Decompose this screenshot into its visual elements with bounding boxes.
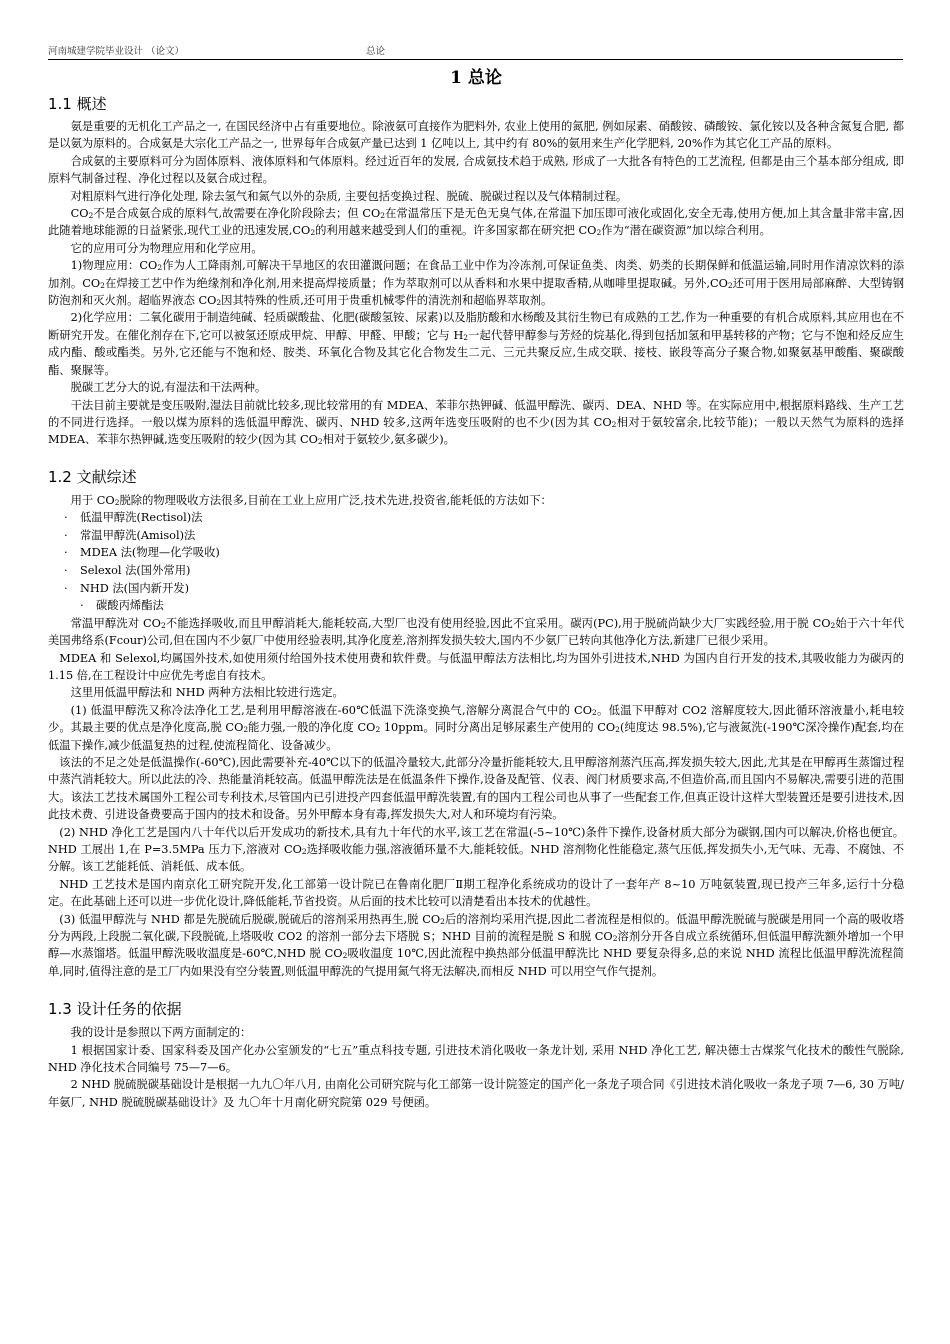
paragraph: MDEA 和 Selexol,均属国外技术,如使用须付给国外技术使用费和软件费。与低温甲醇法方法相比,均为国外引进技术,NHD 为国内自行开发的技术,其吸收能力为碳丙的 1.15 倍,在工程设计中应优先考虑自有技术。 [48,651,904,682]
paragraph: 2 NHD 脱硫脱碳基础设计是根据一九九〇年八月, 由南化公司研究院与化工部第一设计院签定的国产化一条龙子项合同《引进技术消化吸收一条龙子项 7—6, 30 万吨/年氨厂, NHD 脱硫脱碳基础设计》及 九〇年十月南化研究院第 029 号便函。 [48,1078,904,1109]
header-school: 河南城建学院毕业设计 （论文） [48,46,185,57]
paragraph: 脱碳工艺分大的说,有湿法和干法两种。 [70,381,267,395]
paragraph: 对粗原料气进行净化处理, 除去氢气和氮气以外的杂质, 主要包括变换过程、脱硫、脱碳过程以及气体精制过程。 [70,189,628,203]
page-header [48,46,903,60]
chapter-title: 1 总论 [450,68,502,88]
paragraph: (2) NHD 净化工艺是国内八十年代以后开发成功的新技术,具有九十年代的水平,该工艺在常温(-5~10℃)条件下操作,设备材质大部分为碳钢,国内可以解决,价格也便宜。NHD 工展出 1,在 P=3.5MPa 压力下,溶液对 $CO_2$选择吸收能力强,溶液循环量不大,能耗较低。NHD 溶剂物化性能稳定,蒸气压低,挥发损失小,无气味、无毒、不腐蚀、不分解。该工艺能耗低、消耗低、成本低。 [48,825,904,874]
list-item: · 常温甲醇洗(Amisol)法 [64,528,196,542]
paragraph: 我的设计是参照以下两方面制定的： [70,1026,252,1040]
list-item: · NHD 法(国内新开发) [64,581,189,595]
paragraph: $CO_2$不是合成氨合成的原料气,故需要在净化阶段除去；但 $CO_2$在常温常压下是无色无臭气体,在常温下加压即可液化或固化,安全无毒,使用方便,加上其含量非常丰富,因此随着地球能源的日益紧张,现代工业的迅速发展$,CO_2$的利用越来越受到人们的重视。许多国家都在研究把 $CO_2$作为“潜在碳资源”加以综合利用。 [48,207,904,238]
list-item: · MDEA 法(物理—化学吸收) [64,546,220,560]
paragraph: 它的应用可分为物理应用和化学应用。 [70,241,263,255]
paragraph: 1)物理应用：$CO_2$作为人工降雨剂,可解决干旱地区的农田灌溉问题；在食品工业中作为冷冻剂,可保证鱼类、肉类、奶类的长期保鲜和低温运输,同时用作清凉饮料的添加剂。$CO_2$在焊接工艺中作为绝缘剂和净化剂,用来提高焊接质量；作为萃取剂可以从香料和水果中提取香精,从咖啡里提取碱。另外$,CO_2$还可用于医用局部麻醉、大型铸钢防泡剂和灭火剂。超临界液态 $CO_2$因其特殊的性质,还可用于贵重机械零件的清洗剂和超临界萃取剂。 [48,259,904,308]
paragraph: 该法的不足之处是低温操作(-60℃),因此需要补充-40℃以下的低温冷量较大,此部分冷量折能耗较大,且甲醇溶剂蒸汽压高,挥发损失较大,因此,尤其是在甲醇再生蒸馏过程中蒸汽消耗较大。所以此法的冷、热能量消耗较高。低温甲醇洗法是在低温条件下操作,设备及配管、仪表、阀门材质要求高,不但造价高,而且国内不易解决,需要引进的范围大。该法工艺技术属国外工程公司专利技术,尽管国内已引进投产四套低温甲醇洗装置,有的国内工程公司也从事了一些配套工作,但真正设计这样大型装置还是要引进技术,因此技术费、引进设备费要高于国内的技术和设备。另外甲醇本身有毒,挥发损失大,对人和环境均有污染。 [48,755,904,822]
section-1-2-title: 1.2 文献综述 [48,467,137,486]
list-item: · 低温甲醇洗(Rectisol)法 [64,511,203,525]
paragraph: (3) 低温甲醇洗与 NHD 都是先脱硫后脱碳,脱硫后的溶剂采用热再生,脱 $CO_2$后的溶剂均采用汽提,因此二者流程是相似的。低温甲醇洗脱硫与脱碳是用同一个高的吸收塔分为两段,上段脱二氧化碳,下段脱硫,上塔吸收 CO2 的溶剂一部分去下塔脱 S；NHD 目前的流程是脱 S 和脱 $CO_2$溶剂分开各自成立系统循环,但低温甲醇洗额外增加一个甲醇—水蒸馏塔。低温甲醇洗吸收温度是-60℃,NHD 脱 $CO_2$吸收温度 10℃,因此流程中换热部分低温甲醇洗比 NHD 要复杂得多,总的来说 NHD 流程比低温甲醇洗流程简单,同时,值得注意的是工厂内如果没有空分装置,则低温甲醇洗的气提用氮气将无法解决,而相反 NHD 可以用空气作气提剂。 [48,912,905,978]
header-chapter: 总论 [366,46,386,57]
paragraph: 2)化学应用：二氧化碳用于制造纯碱、轻质碳酸盐、化肥(碳酸氢铵、尿素)以及脂肪酸和水杨酸及其衍生物已有成熟的工艺,作为一种重要的有机合成原料,其应用也在不断研究开发。在催化剂存在下,它可以被氢还原成甲烷、甲醇、甲醛、甲酸；它与 $H_2$一起代替甲醇参与芳烃的烷基化,得到包括加氢和甲基转移的产物；它与不饱和烃反应生成内酯、酸或酯类。另外,它还能与不饱和烃、胺类、环氧化合物及其它化合物发生二元、三元共聚反应,生成交联、接枝、嵌段等高分子聚合物,如聚氨基甲酸酯、聚碳酸酯、聚脲等。 [48,311,904,377]
paragraph: 干法目前主要就是变压吸附,湿法目前就比较多,现比较常用的有 MDEA、苯菲尔热钾碱、低温甲醇洗、碳丙、DEA、NHD 等。在实际应用中,根据原料路线、生产工艺的不同进行选择。一般以煤为原料的选低温甲醇洗、碳丙、NHD 较多,这两年选变压吸附的也不少(因为其 $CO_2$相对于氨较富余,比较节能)；一般以天然气为原料的选择 MDEA、苯菲尔热钾碱,选变压吸附的较少(因为其 $CO_2$相对于氨较少,氨多碳少)。 [48,398,904,447]
paragraph: NHD 工艺技术是国内南京化工研究院开发,化工部第一设计院已在鲁南化肥厂Ⅱ期工程净化系统成功的设计了一套年产 8~10 万吨氨装置,现已投产三年多,运行十分稳定。在此基础上还可以进一步优化设计,降低能耗,节省投资。从后面的技术比较可以清楚看出本技术的优越性。 [48,877,904,909]
section-1-1-title: 1.1 概述 [48,95,107,113]
list-item: · 碳酸丙烯酯法 [80,599,164,613]
paragraph: 氨是重要的无机化工产品之一, 在国民经济中占有重要地位。除液氨可直接作为肥料外, 农业上使用的氮肥, 例如尿素、硝酸铵、磷酸铵、氯化铵以及各种含氮复合肥, 都是以氨为原料的。合成氨是大宗化工产品之一, 世界每年合成氨产量已达到 1 亿吨以上, 其中约有 80%的氨用来生产化学肥料, 20%作为其它化工产品的原料。 [48,120,904,151]
paragraph: 这里用低温甲醇法和 NHD 两种方法相比较进行选定。 [70,686,344,700]
section-1-3-title: 1.3 设计任务的依据 [48,1000,182,1019]
paragraph: 1 根据国家计委、国家科委及国产化办公室颁发的“七五”重点科技专题, 引进技术消化吸收一条龙计划, 采用 NHD 净化工艺, 解决德士古煤浆气化技术的酸性气脱除, NHD 净化技术合同编号 75—7—6。 [48,1043,904,1075]
paragraph: 常温甲醇洗对 $CO_2$不能选择吸收,而且甲醇消耗大,能耗较高,大型厂也没有使用经验,因此不宜采用。碳丙(PC),用于脱硫尚缺少大厂实践经验,用于脱 $CO_2$始于六十年代美国弗络系(Fcour)公司,但在国内不少氨厂中使用经验表明,其净化度差,溶剂挥发损失较大,国内不少氨厂已转向其他净化方法,新建厂已很少采用。 [48,616,904,648]
method-list [48,509,904,615]
document-body [48,66,904,1111]
list-item: · Selexol 法(国外常用) [64,563,191,577]
paragraph: 合成氨的主要原料可分为固体原料、液体原料和气体原料。经过近百年的发展, 合成氨技术趋于成熟, 形成了一大批各有特色的工艺流程, 但都是由三个基本部分组成, 即原料气制备过程、净化过程以及氨合成过程。 [48,154,904,186]
paragraph: 用于 $CO_2$脱除的物理吸收方法很多,目前在工业上应用广泛,技术先进,投资省,能耗低的方法如下： [70,493,552,507]
paragraph: (1) 低温甲醇洗又称冷法净化工艺,是利用甲醇溶液在-60℃低温下洗涤变换气,溶解分离混合气中的 $CO_2$。低温下甲醇对 CO2 溶解度较大,因此循环溶液量小,耗电较少。其最主要的优点是净化度高,脱 $CO_2$能力强,一般的净化度 $CO_2$ 10ppm。同时分离出足够尿素生产使用的 $CO_2$(纯度达 98.5%),它与液氮洗(-190℃深冷操作)配套,均在低温下操作,减少低温复热的过程,使流程简化、设备减少。 [48,703,905,752]
